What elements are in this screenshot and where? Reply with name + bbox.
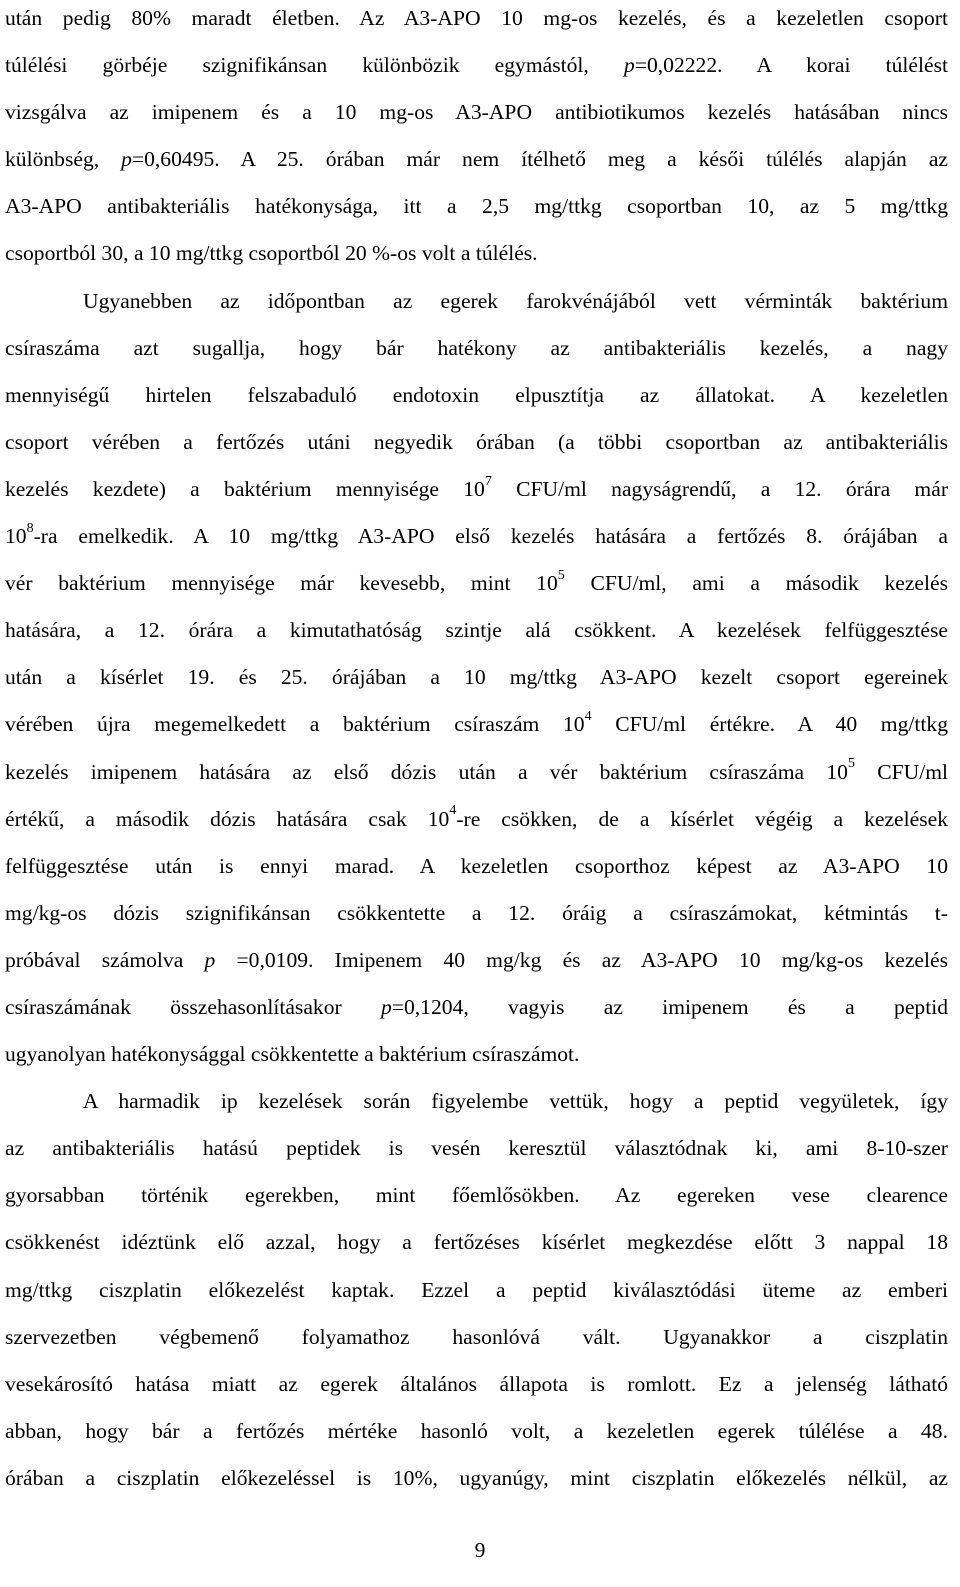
line-text: -ra emelkedik. A 10 mg/ttkg A3-APO első kezelés hatására a fertőzés 8. órájában a [33, 524, 948, 549]
page-number: 9 [474, 1538, 486, 1562]
line-text: CFU/ml [854, 759, 948, 784]
exponent: 8 [26, 520, 34, 536]
line-text: csíraszámának összehasonlításakor [5, 994, 381, 1019]
body-text [5, 0, 948, 1502]
line-text: különbség, [5, 147, 122, 172]
text-line [5, 749, 948, 796]
line-text: gyorsabban történik egerekben, mint főemlősökben. Az egereken vese clearence [5, 1183, 948, 1208]
p-value-symbol: p [121, 147, 132, 172]
text-line [5, 372, 948, 419]
line-text: szervezetben végbemenő folyamathoz hasonlóvá vált. Ugyanakkor a ciszplatin [5, 1324, 948, 1349]
exponent: 7 [484, 473, 492, 489]
line-text: kezelés imipenem hatására az első dózis után a vér baktérium csíraszáma 10 [5, 759, 848, 784]
line-text: =0,02222. A korai túlélést [634, 53, 948, 78]
text-line [5, 1361, 948, 1408]
line-text: vér baktérium mennyisége már kevesebb, mint 10 [5, 571, 558, 596]
text-line [5, 984, 948, 1031]
line-text: csoportból 30, a 10 mg/ttkg csoportból 20 %-os volt a túlélés. [5, 241, 538, 266]
line-text: vesekárosító hatása miatt az egerek általános állapota is romlott. Ez a jelenség látható [5, 1371, 948, 1396]
line-text: 10 [5, 524, 27, 549]
text-line [5, 136, 948, 183]
line-text: csíraszáma azt sugallja, hogy bár hatékony az antibakteriális kezelés, a nagy [5, 335, 948, 360]
line-text: túlélési görbéje szignifikánsan különbözik egymástól, [5, 53, 624, 78]
line-text: mg/ttkg ciszplatin előkezelést kaptak. Ezzel a peptid kiválasztódási üteme az emberi [5, 1277, 948, 1302]
line-text: ugyanolyan hatékonysággal csökkentette a baktérium csíraszámot. [5, 1042, 580, 1067]
text-line [5, 654, 948, 701]
line-text: értékű, a második dózis hatására csak 10 [5, 806, 450, 831]
text-line [5, 1219, 948, 1266]
line-text: =0,1204, vagyis az imipenem és a peptid [391, 994, 948, 1019]
line-text: mg/kg-os dózis szignifikánsan csökkentette a 12. óráig a csíraszámokat, kétmintás t- [5, 900, 948, 925]
exponent: 5 [557, 567, 565, 583]
text-line [5, 1172, 948, 1219]
line-text: felfüggesztése után is ennyi marad. A kezeletlen csoporthoz képest az A3-APO 10 [5, 853, 948, 878]
p-value-symbol: p [381, 994, 392, 1019]
line-text: kezelés kezdete) a baktérium mennyisége 10 [5, 476, 485, 501]
exponent: 4 [584, 709, 592, 725]
line-text: A harmadik ip kezelések során figyelembe vettük, hogy a peptid vegyületek, így [83, 1089, 948, 1114]
text-line [5, 0, 948, 42]
text-line [5, 796, 948, 843]
text-line [5, 278, 948, 325]
line-text: =0,0109. Imipenem 40 mg/kg és az A3-APO 10 mg/kg-os kezelés [215, 947, 949, 972]
line-text: csökkenést idéztünk elő azzal, hogy a fertőzéses kísérlet megkezdése előtt 3 nappal 18 [5, 1230, 948, 1255]
text-line [5, 1125, 948, 1172]
text-line [5, 937, 948, 984]
text-line [5, 701, 948, 748]
line-text: hatására, a 12. órára a kimutathatóság szintje alá csökkent. A kezelések felfüggesztése [5, 618, 948, 643]
text-line [5, 1408, 948, 1455]
line-text: csoport vérében a fertőzés utáni negyedik órában (a többi csoportban az antibakteriális [5, 429, 948, 454]
line-text: CFU/ml értékre. A 40 mg/ttkg [591, 712, 948, 737]
line-text: A3-APO antibakteriális hatékonysága, itt a 2,5 mg/ttkg csoportban 10, az 5 mg/ttkg [5, 194, 948, 219]
text-line [5, 560, 948, 607]
line-text: CFU/ml nagyságrendű, a 12. órára már [491, 476, 949, 501]
text-line [5, 1455, 948, 1502]
line-text: után a kísérlet 19. és 25. órájában a 10 mg/ttkg A3-APO kezelt csoport egereinek [5, 665, 948, 690]
line-text: próbával számolva [5, 947, 205, 972]
line-text: vérében újra megemelkedett a baktérium csíraszám 10 [5, 712, 585, 737]
line-text: Ugyanebben az időpontban az egerek farokvénájából vett vérminták baktérium [83, 288, 948, 313]
text-line [5, 843, 948, 890]
text-line [5, 230, 948, 277]
text-line [5, 1267, 948, 1314]
text-line [5, 890, 948, 937]
text-line [5, 1078, 948, 1125]
text-line [5, 325, 948, 372]
text-line [5, 89, 948, 136]
exponent: 4 [449, 803, 457, 819]
text-line [5, 42, 948, 89]
line-text: mennyiségű hirtelen felszabaduló endotoxin elpusztítja az állatokat. A kezeletlen [5, 382, 948, 407]
text-line [5, 419, 948, 466]
text-line [5, 183, 948, 230]
text-line [5, 466, 948, 513]
text-line [5, 1031, 948, 1078]
line-text: =0,60495. A 25. órában már nem ítélhető meg a késői túlélés alapján az [131, 147, 948, 172]
line-text: órában a ciszplatin előkezeléssel is 10%, ugyanúgy, mint ciszplatin előkezelés nélkül, az [5, 1465, 948, 1490]
exponent: 5 [847, 756, 855, 772]
text-line [5, 1314, 948, 1361]
line-text: után pedig 80% maradt életben. Az A3-APO 10 mg-os kezelés, és a kezeletlen csoport [5, 6, 948, 30]
p-value-symbol: p [624, 53, 635, 78]
line-text: az antibakteriális hatású peptidek is vesén keresztül választódnak ki, ami 8-10-szer [5, 1136, 948, 1161]
text-line [5, 607, 948, 654]
line-text: vizsgálva az imipenem és a 10 mg-os A3-APO antibiotikumos kezelés hatásában nincs [5, 100, 948, 125]
line-text: abban, hogy bár a fertőzés mértéke hasonló volt, a kezeletlen egerek túlélése a 48. [5, 1418, 948, 1443]
line-text: CFU/ml, ami a második kezelés [564, 571, 948, 596]
p-value-symbol: p [204, 947, 216, 972]
line-text: -re csökken, de a kísérlet végéig a kezelések [456, 806, 948, 831]
text-line [5, 513, 948, 560]
